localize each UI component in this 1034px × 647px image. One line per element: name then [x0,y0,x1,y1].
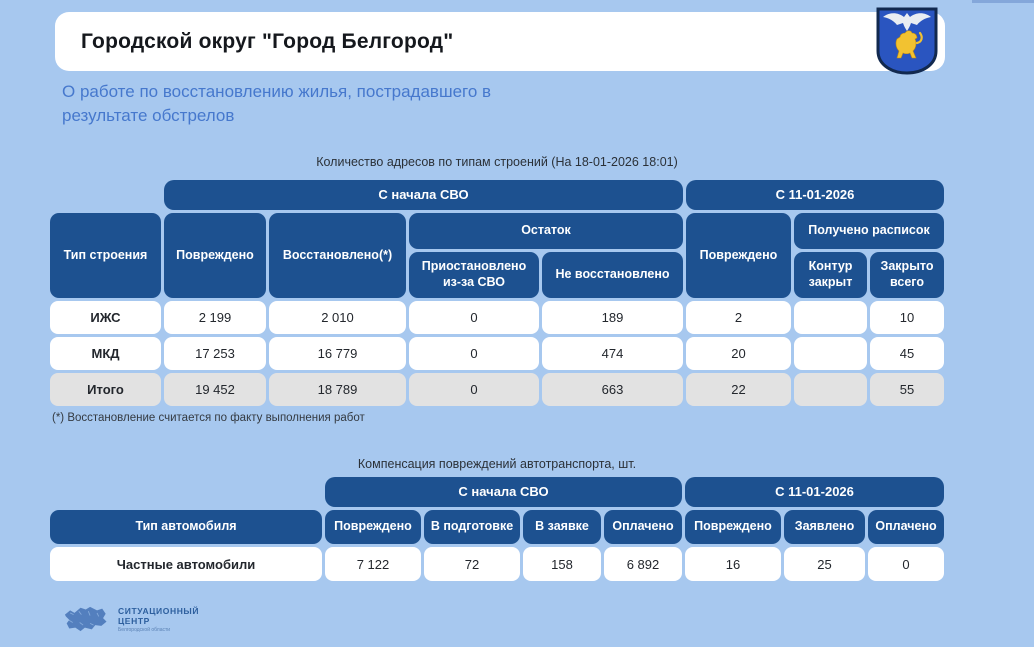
col-header-damaged-since-date: Повреждено [686,213,791,298]
col-header-suspended: Приостановлено из-за СВО [409,252,539,298]
table-row-cell: 17 253 [164,337,266,370]
page-subtitle: О работе по восстановлению жилья, пострадавшего в результате обстрелов [62,82,492,126]
belgorod-coat-of-arms-icon [875,7,939,75]
page-title: Городской округ "Город Белгород" [81,29,454,53]
table-row-cell: 45 [870,337,944,370]
col-header-restored: Восстановлено(*) [269,213,406,298]
col-header-in-request: В заявке [523,510,601,544]
table-total-cell: Итого [50,373,161,406]
table-row-cell: 0 [409,337,539,370]
col-header-receipts: Получено расписок [794,213,944,249]
logo-text-sub: Белгородской области [118,626,171,633]
col-header-closed-total: Закрыто всего [870,252,944,298]
col-header-paid-since-date: Оплачено [868,510,944,544]
group-header-since-svo: С начала СВО [325,477,682,507]
col-header-damaged-since-date: Повреждено [685,510,781,544]
table-row-cell: 10 [870,301,944,334]
table-row-cell: 474 [542,337,683,370]
table-row-cell: 20 [686,337,791,370]
table-total-cell: 0 [409,373,539,406]
table-row-cell: Частные автомобили [50,547,322,581]
col-header-building-type: Тип строения [50,213,161,298]
group-header-since-svo: С начала СВО [164,180,683,210]
col-header-car-type: Тип автомобиля [50,510,322,544]
group-header-since-date: С 11-01-2026 [686,180,944,210]
col-header-contour-closed: Контур закрыт [794,252,867,298]
table-total-cell: 55 [870,373,944,406]
window-edge-artifact [972,0,1034,3]
table-row-cell: 2 [686,301,791,334]
vehicles-table-caption: Компенсация повреждений автотранспорта, шт. [357,457,637,471]
table-total-cell: 19 452 [164,373,266,406]
table-row-cell: 0 [409,301,539,334]
table-row-cell: МКД [50,337,161,370]
col-header-paid: Оплачено [604,510,682,544]
col-header-remainder: Остаток [409,213,683,249]
table-row-cell [794,301,867,334]
buildings-table [50,180,944,406]
buildings-table-caption: Количество адресов по типам строений (На 18-01-2026 18:01) [316,155,678,169]
table-row-cell: 0 [868,547,944,581]
table-row-cell: 158 [523,547,601,581]
table-row-cell: 189 [542,301,683,334]
col-header-damaged: Повреждено [164,213,266,298]
group-header-since-date: С 11-01-2026 [685,477,944,507]
table-total-cell: 18 789 [269,373,406,406]
restoration-footnote: (*) Восстановление считается по факту выполнения работ [52,412,365,424]
table-row-cell: 72 [424,547,520,581]
table-total-cell: 663 [542,373,683,406]
logo-text-line1: СИТУАЦИОННЫЙ [118,605,200,616]
col-header-damaged: Повреждено [325,510,421,544]
col-header-not-restored: Не восстановлено [542,252,683,298]
logo-text-line2: ЦЕНТР [118,615,150,626]
page-title-bar [55,12,945,71]
region-map-icon [58,602,110,636]
table-row-cell: 25 [784,547,865,581]
col-header-in-preparation: В подготовке [424,510,520,544]
table-row-cell: 2 199 [164,301,266,334]
table-row-cell: 6 892 [604,547,682,581]
vehicles-table [50,477,944,581]
col-header-declared: Заявлено [784,510,865,544]
table-row-cell: 16 [685,547,781,581]
table-row-cell [794,337,867,370]
situation-center-logo [58,602,199,636]
table-row-cell: ИЖС [50,301,161,334]
table-row-cell: 7 122 [325,547,421,581]
table-total-cell [794,373,867,406]
table-total-cell: 22 [686,373,791,406]
table-row-cell: 2 010 [269,301,406,334]
table-row-cell: 16 779 [269,337,406,370]
